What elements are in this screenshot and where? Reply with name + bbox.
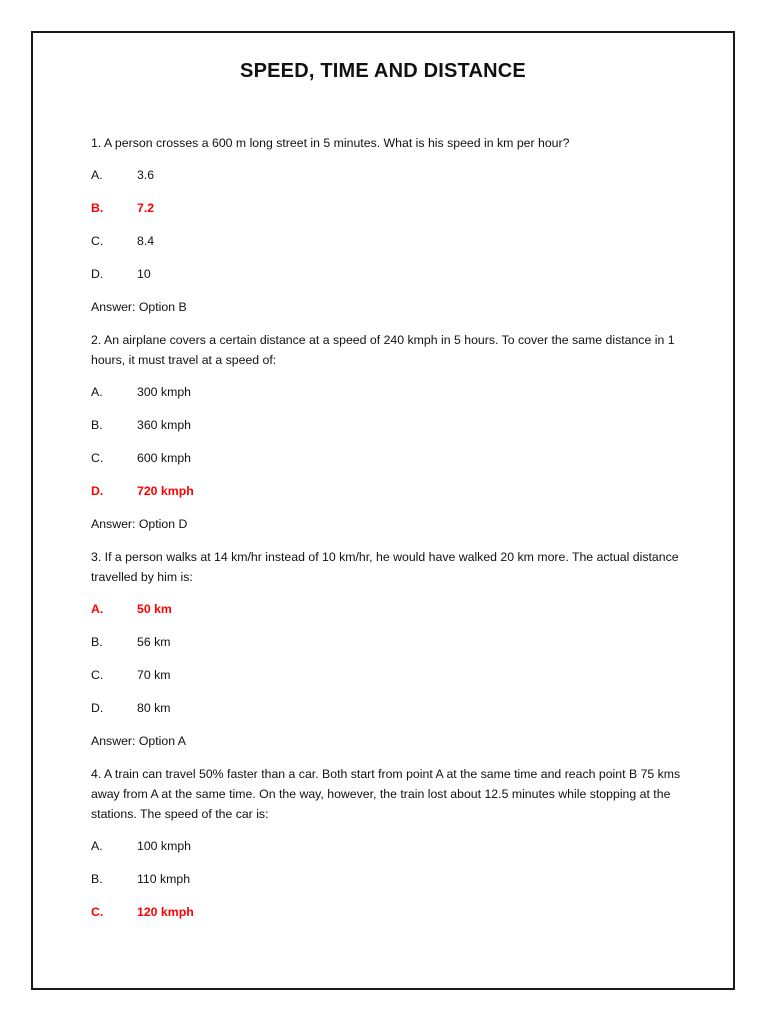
option-letter: B. (91, 635, 103, 649)
option-value: 70 km (137, 668, 171, 682)
question-text: 3. If a person walks at 14 km/hr instead of 10 km/hr, he would have walked 20 km more. The actual distance travelled by him is: (91, 550, 679, 584)
option-letter: D. (91, 484, 104, 498)
answer-line: Answer: Option D (91, 517, 188, 531)
option-value: 720 kmph (137, 484, 194, 498)
option-a (91, 165, 691, 185)
option-b (91, 415, 691, 435)
option-letter: A. (91, 602, 104, 616)
option-letter: B. (91, 201, 104, 215)
option-value: 50 km (137, 602, 172, 616)
option-b (91, 869, 691, 889)
option-a (91, 836, 691, 856)
option-value: 8.4 (137, 234, 155, 248)
option-value: 300 kmph (137, 385, 192, 399)
option-value: 3.6 (137, 168, 155, 182)
option-value: 10 (137, 267, 151, 281)
option-letter: B. (91, 872, 103, 886)
option-b (91, 632, 691, 652)
question-4 (91, 764, 691, 922)
option-value: 110 kmph (137, 872, 191, 886)
option-value: 100 kmph (137, 839, 192, 853)
option-c (91, 448, 691, 468)
question-text: 2. An airplane covers a certain distance at a speed of 240 kmph in 5 hours. To cover the same distance in 1 hours, it must travel at a speed of: (91, 333, 675, 367)
option-letter: A. (91, 839, 103, 853)
option-value: 56 km (137, 635, 171, 649)
option-d (91, 698, 691, 718)
option-c (91, 665, 691, 685)
question-text: 1. A person crosses a 600 m long street in 5 minutes. What is his speed in km per hour? (91, 136, 570, 150)
option-a (91, 599, 691, 619)
option-letter: D. (91, 701, 104, 715)
answer-line: Answer: Option A (91, 734, 187, 748)
question-3 (91, 547, 691, 751)
questions-list (91, 133, 691, 935)
answer-line: Answer: Option B (91, 300, 187, 314)
option-a (91, 382, 691, 402)
option-b (91, 198, 691, 218)
option-letter: A. (91, 168, 103, 182)
option-letter: D. (91, 267, 104, 281)
option-letter: C. (91, 234, 104, 248)
option-letter: C. (91, 451, 104, 465)
option-d (91, 481, 691, 501)
option-value: 120 kmph (137, 905, 194, 919)
option-value: 80 km (137, 701, 171, 715)
option-d (91, 264, 691, 284)
option-letter: C. (91, 668, 104, 682)
option-value: 7.2 (137, 201, 155, 215)
option-c (91, 231, 691, 251)
option-c (91, 902, 691, 922)
option-value: 600 kmph (137, 451, 192, 465)
document-page (31, 31, 735, 990)
question-text: 4. A train can travel 50% faster than a car. Both start from point A at the same time and reach point B 75 kms away from A at the same time. On the way, however, the train lost about 12.5 minutes while stopping at the stations. The speed of the car is: (91, 767, 681, 821)
option-letter: A. (91, 385, 103, 399)
question-2 (91, 330, 691, 534)
option-letter: B. (91, 418, 103, 432)
page-title: SPEED, TIME AND DISTANCE (240, 60, 526, 82)
option-value: 360 kmph (137, 418, 192, 432)
option-letter: C. (91, 905, 104, 919)
question-1 (91, 133, 691, 317)
